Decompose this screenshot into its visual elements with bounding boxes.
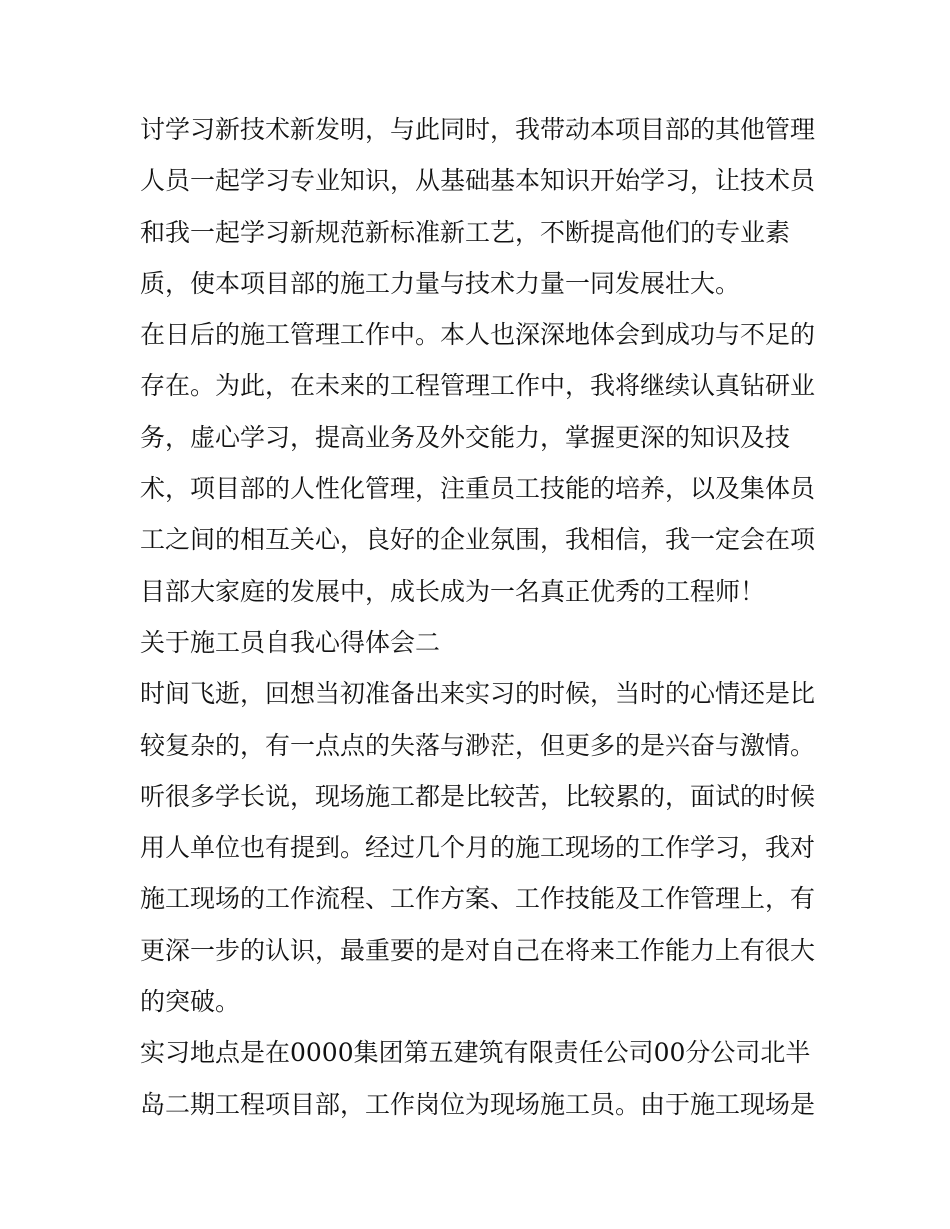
text-line: 的突破。 bbox=[140, 987, 241, 1017]
text-line: 时间飞逝，回想当初准备出来实习的时候，当时的心情还是比 bbox=[140, 679, 816, 709]
text-line: 实习地点是在0000集团第五建筑有限责任公司00分公司北半 bbox=[140, 1038, 811, 1068]
text-line: 较复杂的，有一点点的失落与渺茫，但更多的是兴奋与激情。 bbox=[140, 730, 816, 760]
text-line: 听很多学长说，现场施工都是比较苦，比较累的，面试的时候 bbox=[140, 781, 816, 811]
section-heading: 关于施工员自我心得体会二 bbox=[140, 627, 441, 657]
text-line: 存在。为此，在未来的工程管理工作中，我将继续认真钻研业 bbox=[140, 371, 816, 401]
text-line: 岛二期工程项目部，工作岗位为现场施工员。由于施工现场是 bbox=[140, 1089, 816, 1119]
text-line: 施工现场的工作流程、工作方案、工作技能及工作管理上，有 bbox=[140, 884, 816, 914]
text-line: 工之间的相互关心，良好的企业氛围，我相信，我一定会在项 bbox=[140, 525, 816, 555]
text-line: 人员一起学习专业知识，从基础基本知识开始学习，让技术员 bbox=[140, 166, 816, 196]
text-line: 讨学习新技术新发明，与此同时，我带动本项目部的其他管理 bbox=[140, 115, 816, 144]
text-line: 更深一步的认识，最重要的是对自己在将来工作能力上有很大 bbox=[140, 935, 816, 965]
text-line: 用人单位也有提到。经过几个月的施工现场的工作学习，我对 bbox=[140, 833, 816, 863]
text-line: 和我一起学习新规范新标准新工艺，不断提高他们的专业素 bbox=[140, 217, 791, 247]
text-line: 质，使本项目部的施工力量与技术力量一同发展壮大。 bbox=[140, 268, 741, 298]
text-line: 术，项目部的人性化管理，注重员工技能的培养，以及集体员 bbox=[140, 474, 816, 504]
text-line: 在日后的施工管理工作中。本人也深深地体会到成功与不足的 bbox=[140, 320, 816, 350]
text-line: 务，虚心学习，提高业务及外交能力，掌握更深的知识及技 bbox=[140, 422, 791, 452]
body-text bbox=[140, 104, 820, 1130]
text-line: 目部大家庭的发展中，成长成为一名真正优秀的工程师！ bbox=[140, 576, 766, 606]
